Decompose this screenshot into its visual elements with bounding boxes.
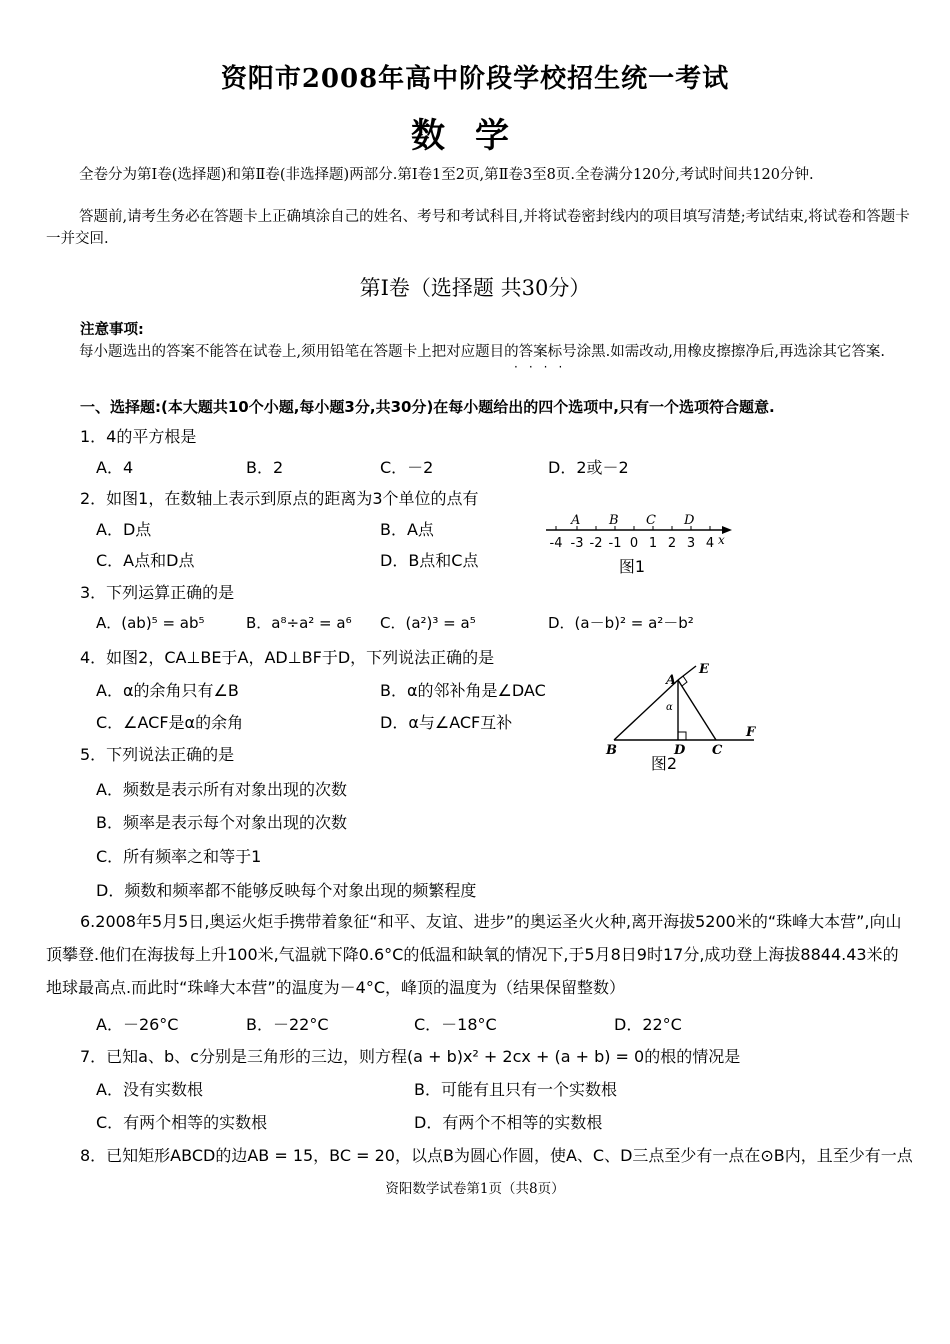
tick-label: -3: [570, 536, 584, 551]
label-c: C: [712, 743, 723, 758]
tick-label: 0: [629, 536, 639, 551]
page-footer: 资阳数学试卷第1页（共8页）: [385, 1181, 565, 1197]
tick-label: -2: [589, 536, 603, 551]
q5-option-b: B．频率是表示每个对象出现的次数: [96, 813, 347, 832]
q2-stem: 2．如图1，在数轴上表示到原点的距离为3个单位的点有: [80, 489, 479, 508]
part1-heading: 一、选择题:(本大题共10个小题,每小题3分,共30分)在每小题给出的四个选项中,只有一个选项符合题意.: [80, 398, 775, 416]
q3-option-c: C．(a²)³ = a⁵: [380, 614, 476, 632]
notice-text: 每小题选出的答案不能答在试卷上,须用铅笔在答题卡上把对应题目的答案标号涂黑.如需改动,用橡皮擦擦净后,再选涂其它答案.: [79, 344, 886, 360]
q1-option-c: C．－2: [380, 458, 434, 477]
label-b: B: [606, 743, 617, 758]
q1-option-b: B．2: [246, 458, 284, 477]
q7-option-b: B．可能有且只有一个实数根: [414, 1080, 617, 1099]
q6-stem: 6.2008年5月5日,奥运火炬手携带着象征“和平、友谊、进步”的奥运圣火火种,离开海拔5200米的“珠峰大本营”,向山顶攀登.他们在海拔每上升100米,气温就下降0.6°C的低温和缺氧的情况下,于5月8日9时17分,成功登上海拔8844.43米的地球最高点.而此时“珠峰大本营”的温度为－4°C，峰顶的温度为（结果保留整数）: [46, 912, 902, 997]
tick-label: 1: [648, 536, 658, 551]
q3-stem: 3．下列运算正确的是: [80, 583, 235, 602]
point-label-c: C: [646, 513, 656, 528]
q3-option-b: B．a⁸÷a² = a⁶: [246, 614, 352, 632]
right-angle-a: [682, 676, 687, 686]
label-f: F: [746, 725, 756, 740]
q4-option-d: D．α与∠ACF互补: [380, 713, 513, 732]
tick-label: 3: [686, 536, 696, 551]
q6-option-c: C．－18°C: [414, 1015, 497, 1034]
intro-paragraph-1: 全卷分为第Ⅰ卷(选择题)和第Ⅱ卷(非选择题)两部分.第Ⅰ卷1至2页,第Ⅱ卷3至8页.全卷满分120分,考试时间共120分钟.: [79, 167, 814, 183]
q6-option-d: D．22°C: [614, 1015, 682, 1034]
q2-option-a: A．D点: [96, 520, 152, 539]
label-alpha: α: [666, 702, 673, 713]
segment-ac: [678, 680, 716, 740]
q7-option-c: C．有两个相等的实数根: [96, 1113, 268, 1132]
q6-option-a: A．－26°C: [96, 1015, 179, 1034]
exam-subject: 数学: [411, 116, 539, 156]
point-label-b: B: [609, 513, 619, 528]
figure2-triangle: [596, 660, 766, 760]
q5-option-a: A．频数是表示所有对象出现的次数: [96, 780, 347, 799]
q8-stem: 8．已知矩形ABCD的边AB = 15，BC = 20，以点B为圆心作圆，使A、C、D三点至少有一点在⊙B内，且至少有一点: [80, 1146, 913, 1165]
q2-option-c: C．A点和D点: [96, 551, 195, 570]
figure1-caption: 图1: [618, 557, 646, 576]
intro-paragraph-2: 答题前,请考生务必在答题卡上正确填涂自己的姓名、考号和考试科目,并将试卷密封线内的项目填写清楚;考试结束,将试卷和答题卡一并交回.: [46, 209, 910, 247]
q1-option-d: D．2或－2: [548, 458, 629, 477]
figure1-number-line: [540, 512, 740, 552]
point-label-d: D: [684, 513, 695, 528]
q4-option-a: A．α的余角只有∠B: [96, 681, 239, 700]
point-label-a: A: [571, 513, 581, 528]
q2-option-d: D．B点和C点: [380, 551, 479, 570]
figure2-caption: 图2: [650, 754, 678, 773]
axis-label-x: x: [718, 533, 725, 547]
tick-label: 2: [667, 536, 677, 551]
q4-stem: 4．如图2，CA⊥BE于A，AD⊥BF于D，下列说法正确的是: [80, 648, 495, 667]
label-a: A: [666, 673, 677, 688]
q1-option-a: A．4: [96, 458, 134, 477]
q7-option-d: D．有两个不相等的实数根: [414, 1113, 603, 1132]
q7-stem: 7．已知a、b、c分别是三角形的三边，则方程(a + b)x² + 2cx + (a + b) = 0的根的情况是: [80, 1047, 741, 1066]
q5-option-c: C．所有频率之和等于1: [96, 847, 262, 866]
q3-option-a: A．(ab)⁵ = ab⁵: [96, 614, 205, 632]
q6-option-b: B．－22°C: [246, 1015, 329, 1034]
q1-stem: 1．4的平方根是: [80, 427, 197, 446]
tick-label: -4: [549, 536, 563, 551]
tick-label: 4: [705, 536, 715, 551]
notice-heading: 注意事项:: [80, 322, 144, 338]
q5-stem: 5．下列说法正确的是: [80, 745, 235, 764]
section-title: 第Ⅰ卷（选择题 共30分）: [359, 276, 591, 300]
segment-ae: [678, 666, 696, 680]
exam-title: 资阳市2008年高中阶段学校招生统一考试: [220, 64, 730, 94]
q5-option-d: D．频数和频率都不能够反映每个对象出现的频繁程度: [96, 881, 477, 900]
right-angle-d: [678, 732, 686, 740]
emphasis-dots: ····: [514, 360, 574, 374]
q3-option-d: D．(a－b)² = a²－b²: [548, 614, 694, 632]
q7-option-a: A．没有实数根: [96, 1080, 203, 1099]
tick-label: -1: [608, 536, 622, 551]
q4-option-c: C．∠ACF是α的余角: [96, 713, 244, 732]
q4-option-b: B．α的邻补角是∠DAC: [380, 681, 546, 700]
label-d: D: [674, 743, 686, 758]
q2-option-b: B．A点: [380, 520, 434, 539]
label-e: E: [699, 662, 709, 677]
